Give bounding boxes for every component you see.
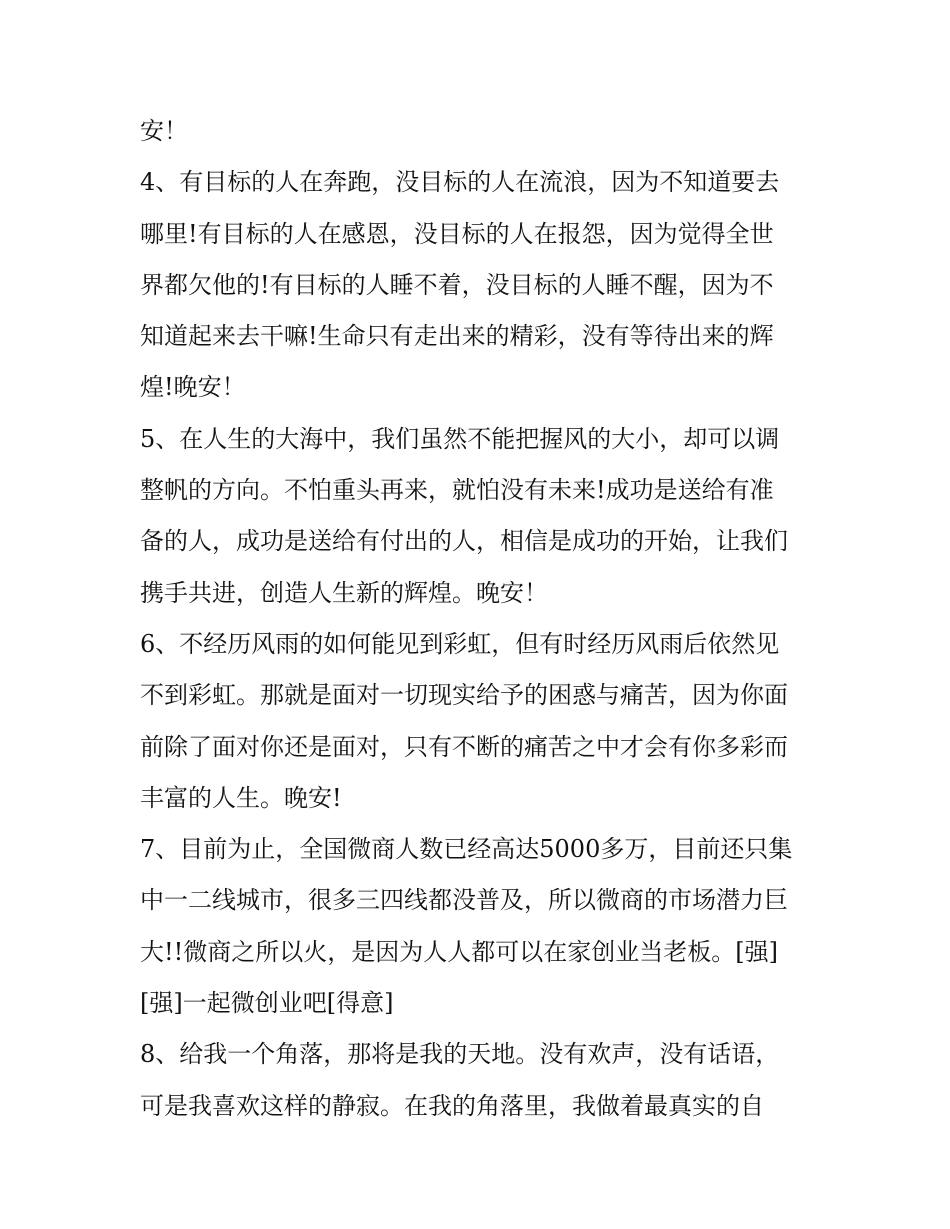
- text-line: 7、目前为止，全国微商人数已经高达5000多万，目前还只集: [140, 835, 793, 864]
- text-line: 大!!微商之所以火，是因为人人都可以在家创业当老板。[强]: [140, 937, 779, 966]
- text-line: 界都欠他的!有目标的人睡不着，没目标的人睡不醒，因为不: [140, 270, 774, 299]
- text-line: 携手共进，创造人生新的辉煌。晚安！: [140, 578, 548, 607]
- text-line: 煌!晚安！: [140, 373, 246, 402]
- document-text: [140, 106, 820, 1132]
- text-line: 6、不经历风雨的如何能见到彩虹，但有时经历风雨后依然见: [140, 629, 780, 658]
- text-line: 8、给我一个角落，那将是我的天地。没有欢声，没有话语，: [140, 1040, 780, 1069]
- text-line: 丰富的人生。晚安!: [140, 783, 342, 812]
- text-line: 中一二线城市，很多三四线都没普及，所以微商的市场潜力巨: [140, 886, 788, 915]
- text-line: 安！: [140, 117, 188, 145]
- text-line: 整帆的方向。不怕重头再来，就怕没有未来!成功是送给有准: [140, 476, 774, 505]
- text-line: 备的人，成功是送给有付出的人，相信是成功的开始，让我们: [140, 527, 788, 556]
- text-line: 可是我喜欢这样的静寂。在我的角落里，我做着最真实的自: [140, 1091, 764, 1120]
- text-line: 哪里!有目标的人在感恩，没目标的人在报怨，因为觉得全世: [140, 219, 774, 248]
- text-line: 不到彩虹。那就是面对一切现实给予的困惑与痛苦，因为你面: [140, 681, 788, 710]
- text-line: [强]一起微创业吧[得意]: [140, 989, 394, 1018]
- text-line: 前除了面对你还是面对，只有不断的痛苦之中才会有你多彩而: [140, 732, 788, 761]
- text-line: 知道起来去干嘛!生命只有走出来的精彩，没有等待出来的辉: [140, 322, 774, 351]
- text-line: 4、有目标的人在奔跑，没目标的人在流浪，因为不知道要去: [140, 168, 780, 197]
- text-line: 5、在人生的大海中，我们虽然不能把握风的大小，却可以调: [140, 424, 780, 453]
